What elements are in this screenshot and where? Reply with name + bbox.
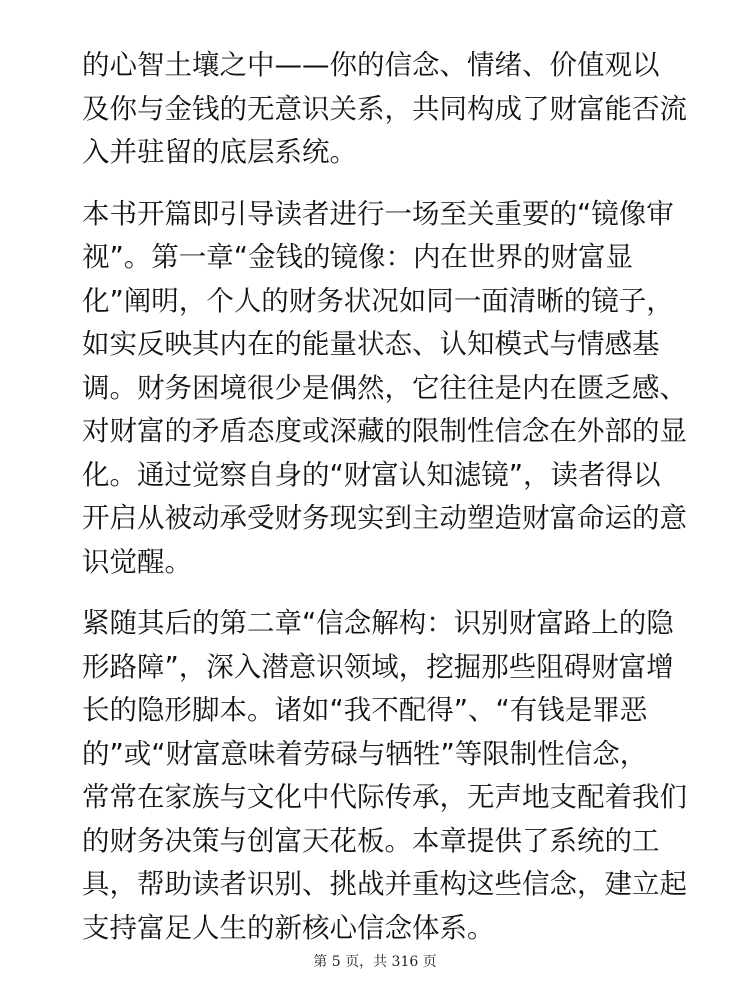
text-line: 的心智土壤之中——你的信念、情绪、价值观以	[82, 49, 660, 81]
text-line: 支持富足人生的新核心信念体系。	[82, 911, 495, 944]
text-line: 形路障”，深入潜意识领域，挖掘那些阻碍财富增	[82, 650, 674, 683]
text-line: 常常在家族与文化中代际传承，无声地支配着我们	[82, 781, 687, 813]
text-line: 开启从被动承受财务现实到主动塑造财富命运的意	[82, 502, 687, 534]
text-line: 长的隐形脚本。诸如“我不配得”、“有钱是罪恶	[82, 694, 648, 726]
page-number-footer: 第 5 页，共 316 页	[313, 954, 437, 970]
text-line: 识觉醒。	[82, 545, 192, 578]
text-line: 如实反映其内在的能量状态、认知模式与情感基	[82, 328, 660, 360]
text-line: 本书开篇即引导读者进行一场至关重要的“镜像审	[82, 197, 674, 230]
text-line: 及你与金钱的无意识关系，共同构成了财富能否流	[82, 92, 687, 125]
text-line: 化。通过觉察自身的“财富认知滤镜”，读者得以	[82, 458, 661, 491]
text-line: 具，帮助读者识别、挑战并重构这些信念，建立起	[82, 868, 687, 900]
paragraph-1	[82, 44, 687, 175]
text-line: 对财富的矛盾态度或深藏的限制性信念在外部的显	[82, 415, 687, 447]
paragraph-3	[82, 602, 687, 950]
text-line: 调。财务困境很少是偶然，它往往是内在匮乏感、	[82, 371, 687, 404]
text-line: 的”或“财富意味着劳碌与牺牲”等限制性信念，	[82, 737, 648, 770]
paragraph-2	[82, 193, 687, 585]
text-line: 化”阐明，个人的财务状况如同一面清晰的镜子，	[82, 284, 674, 317]
text-line: 的财务决策与创富天花板。本章提供了系统的工	[82, 824, 660, 857]
text-line: 入并驻留的底层系统。	[82, 136, 357, 168]
text-line: 视”。第一章“金钱的镜像：内在世界的财富显	[82, 241, 633, 273]
document-body	[82, 44, 687, 968]
text-line: 紧随其后的第二章“信念解构：识别财富路上的隐	[82, 607, 674, 639]
